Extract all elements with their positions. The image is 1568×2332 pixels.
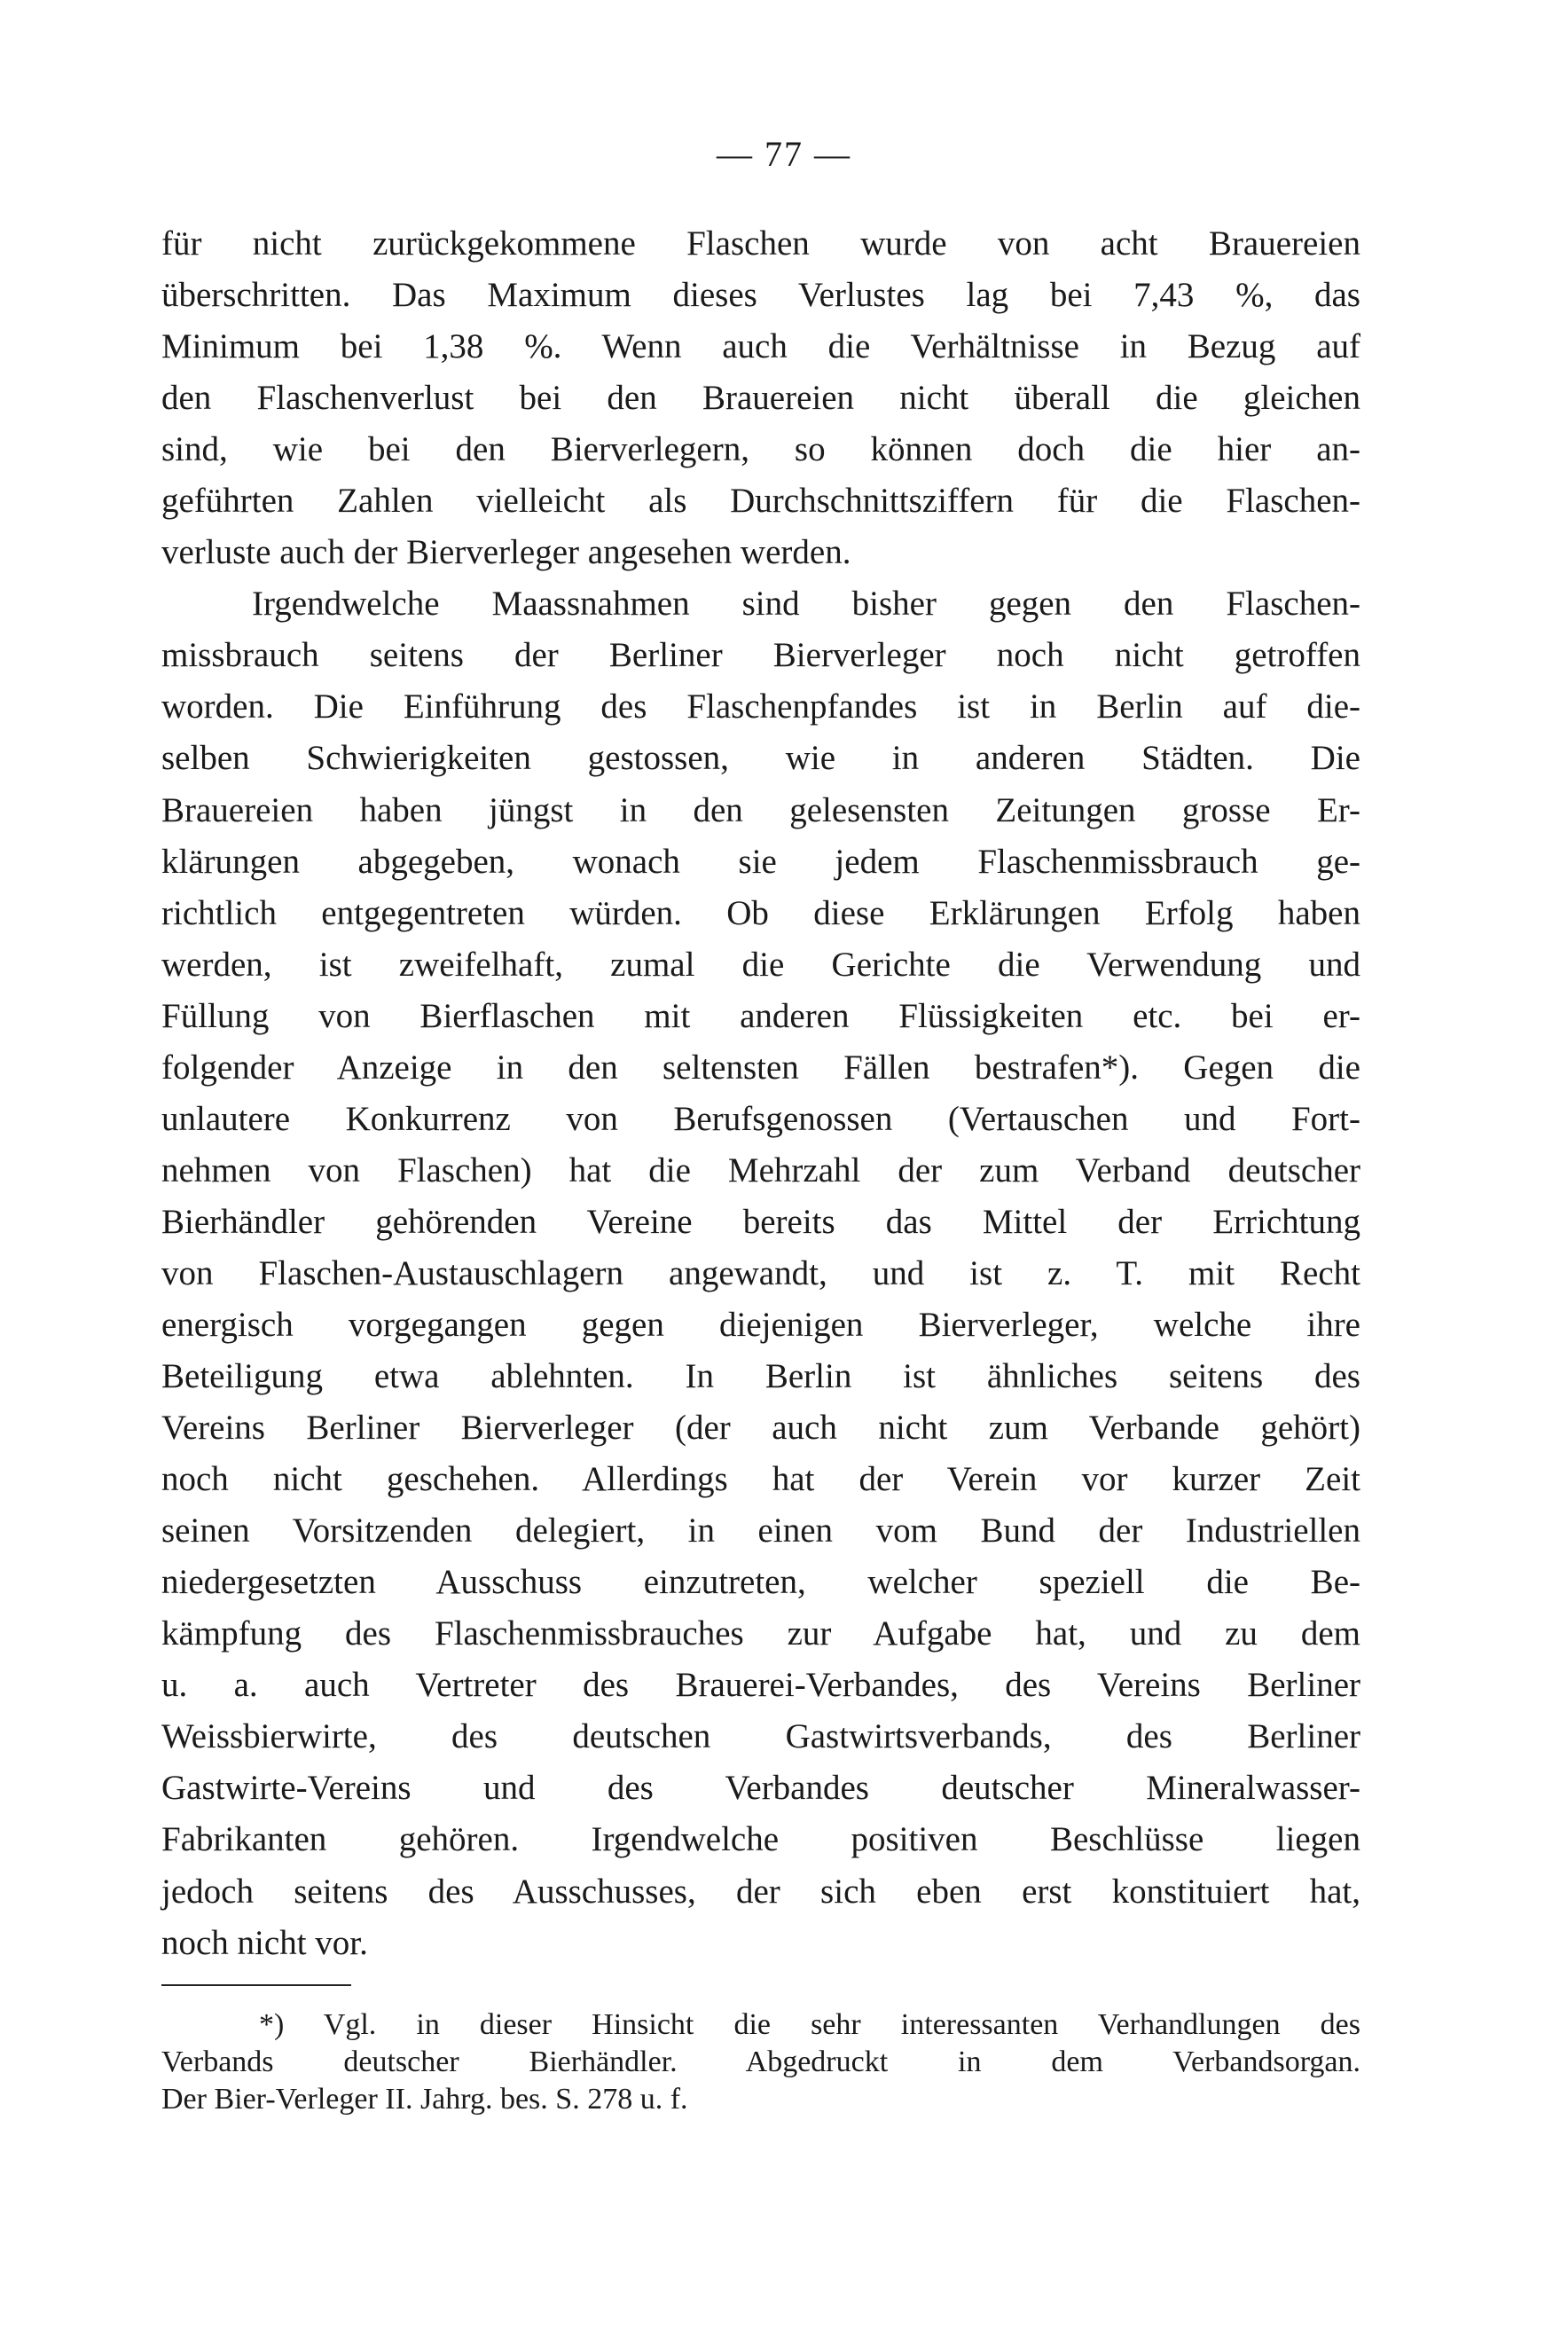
text-line: Gastwirte-Vereins und des Verbandes deutscher Mineralwasser- xyxy=(161,1769,1360,1808)
text-line: richtlich entgegentreten würden. Ob diese Erklärungen Erfolg haben xyxy=(161,893,1360,932)
text-line: Beteiligung etwa ablehnten. In Berlin ist ähnliches seitens des xyxy=(161,1357,1360,1396)
body-text xyxy=(161,218,1360,1969)
text-line: Füllung von Bierflaschen mit anderen Flüssigkeiten etc. bei er- xyxy=(161,996,1360,1035)
text-line: missbrauch seitens der Berliner Bierverleger noch nicht getroffen xyxy=(161,636,1360,675)
text-line: Weissbierwirte, des deutschen Gastwirtsverbands, des Berliner xyxy=(161,1717,1360,1756)
text-line: verluste auch der Bierverleger angesehen werden. xyxy=(161,533,851,572)
text-line: u. a. auch Vertreter des Brauerei-Verbandes, des Vereins Berliner xyxy=(161,1666,1360,1705)
text-line: kämpfung des Flaschenmissbrauches zur Aufgabe hat, und zu dem xyxy=(161,1614,1360,1653)
text-line: folgender Anzeige in den seltensten Fällen bestrafen*). Gegen die xyxy=(161,1048,1360,1087)
footnote-line: Der Bier-Verleger II. Jahrg. bes. S. 278 u. f. xyxy=(161,2083,688,2116)
text-line: klärungen abgegeben, wonach sie jedem Flaschenmissbrauch ge- xyxy=(161,842,1360,881)
text-line: seinen Vorsitzenden delegiert, in einen vom Bund der Industriellen xyxy=(161,1511,1360,1551)
text-line: energisch vorgegangen gegen diejenigen Bierverleger, welche ihre xyxy=(161,1305,1360,1344)
text-line: werden, ist zweifelhaft, zumal die Gerichte die Verwendung und xyxy=(161,945,1360,984)
footnote xyxy=(161,2006,1360,2118)
text-line: sind, wie bei den Bierverlegern, so können doch die hier an- xyxy=(161,430,1360,469)
text-line: noch nicht vor. xyxy=(161,1923,368,1962)
text-line: Fabrikanten gehören. Irgendwelche positiven Beschlüsse liegen xyxy=(161,1820,1360,1859)
text-line: den Flaschenverlust bei den Brauereien nicht überall die gleichen xyxy=(161,379,1360,418)
footnote-line: Verbands deutscher Bierhändler. Abgedruckt in dem Verbandsorgan. xyxy=(161,2045,1360,2078)
footnote-line: *) Vgl. in dieser Hinsicht die sehr interessanten Verhandlungen des xyxy=(259,2008,1360,2041)
page-number: — 77 — xyxy=(717,134,851,174)
footnote-divider xyxy=(161,1984,351,1986)
text-line: Irgendwelche Maassnahmen sind bisher gegen den Flaschen- xyxy=(252,585,1360,624)
paragraph xyxy=(161,578,1360,1968)
text-line: nehmen von Flaschen) hat die Mehrzahl der zum Verband deutscher xyxy=(161,1150,1360,1190)
text-line: von Flaschen-Austauschlagern angewandt, und ist z. T. mit Recht xyxy=(161,1253,1360,1292)
text-line: selben Schwierigkeiten gestossen, wie in anderen Städten. Die xyxy=(161,739,1360,778)
text-line: geführten Zahlen vielleicht als Durchschnittsziffern für die Flaschen- xyxy=(161,482,1360,521)
text-line: Brauereien haben jüngst in den gelesensten Zeitungen grosse Er- xyxy=(161,790,1360,829)
text-line: Vereins Berliner Bierverleger (der auch nicht zum Verbande gehört) xyxy=(161,1409,1360,1448)
text-line: noch nicht geschehen. Allerdings hat der Verein vor kurzer Zeit xyxy=(161,1460,1360,1499)
text-line: jedoch seitens des Ausschusses, der sich eben erst konstituiert hat, xyxy=(161,1872,1360,1911)
text-line: Bierhändler gehörenden Vereine bereits das Mittel der Errichtung xyxy=(161,1202,1360,1241)
text-line: niedergesetzten Ausschuss einzutreten, welcher speziell die Be- xyxy=(161,1563,1360,1602)
paragraph xyxy=(161,218,1360,578)
text-line: für nicht zurückgekommene Flaschen wurde von acht Brauereien xyxy=(161,224,1360,263)
text-line: überschritten. Das Maximum dieses Verlustes lag bei 7,43 %, das xyxy=(161,276,1360,315)
text-line: Minimum bei 1,38 %. Wenn auch die Verhältnisse in Bezug auf xyxy=(161,327,1360,366)
text-line: unlautere Konkurrenz von Berufsgenossen (Vertauschen und Fort- xyxy=(161,1099,1360,1138)
text-line: worden. Die Einführung des Flaschenpfandes ist in Berlin auf die- xyxy=(161,687,1360,726)
